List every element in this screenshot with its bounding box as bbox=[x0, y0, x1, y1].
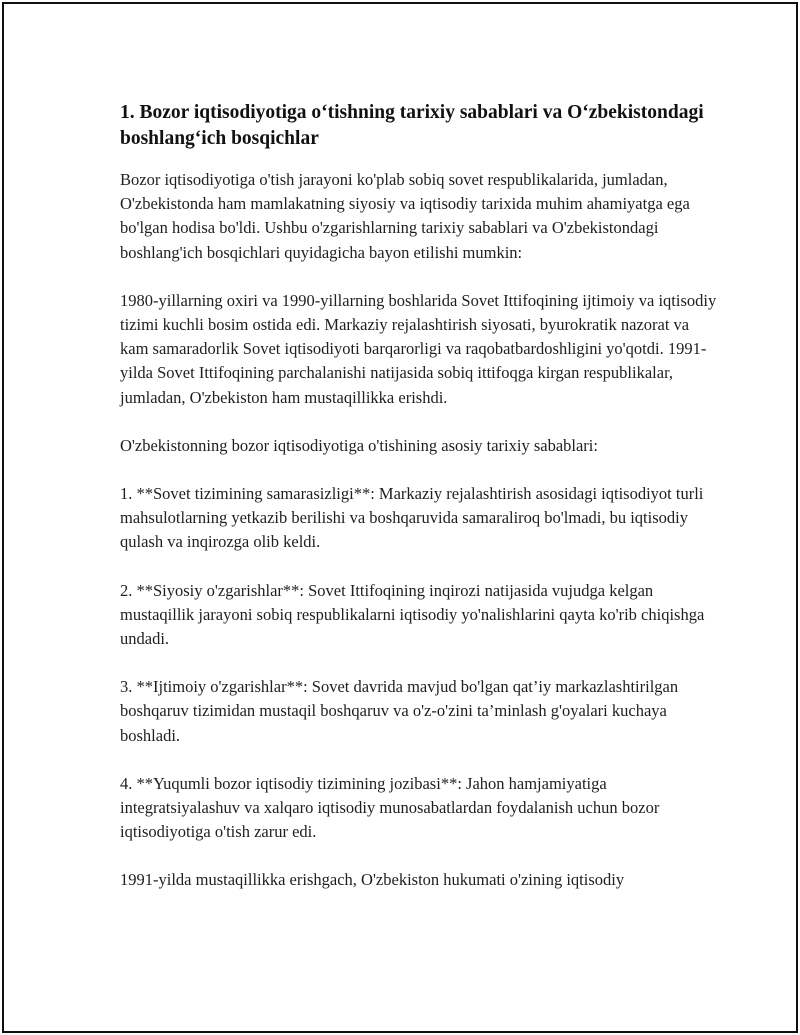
intro-paragraph: Bozor iqtisodiyotiga o'tish jarayoni ko'plab sobiq sovet respublikalarida, jumladan, O'zbekistonda ham mamlakatning siyosiy va iqtisodiy tarixida muhim ahamiyatga ega bo'lgan hodisa bo'ldi. Ushbu o'zgarishlarning tarixiy sabablari va O'zbekistondagi boshlang'ich bosqichlari quyidagicha bayon etilishi mumkin: bbox=[120, 170, 690, 262]
reasons-intro-paragraph: O'zbekistonning bozor iqtisodiyotiga o'tishining asosiy tarixiy sabablari: bbox=[120, 435, 598, 455]
document-content bbox=[120, 100, 720, 893]
reason-item-1: 1. **Sovet tizimining samarasizligi**: Markaziy rejalashtirish asosidagi iqtisodiyot turli mahsulotlarning yetkazib berilishi va boshqaruvida samaraliroq bo'lmadi, bu iqtisodiy qulash va inqirozga olib keldi. bbox=[120, 484, 704, 552]
reason-item-2: 2. **Siyosiy o'zgarishlar**: Sovet Ittifoqining inqirozi natijasida vujudga kelgan mustaqillik jarayoni sobiq respublikalarni iqtisodiy yo'nalishlarini qayta ko'rib chiqishga undadi. bbox=[120, 580, 705, 649]
closing-paragraph: 1991-yilda mustaqillikka erishgach, O'zbekiston hukumati o'zining iqtisodiy bbox=[120, 870, 625, 890]
history-paragraph: 1980-yillarning oxiri va 1990-yillarning boshlarida Sovet Ittifoqining ijtimoiy va iqtisodiy tizimi kuchli bosim ostida edi. Markaziy rejalashtirish siyosati, byurokratik nazorat va kam samaradorlik Sovet iqtisodiyoti barqarorligi va raqobatbardoshligini yo'qotdi. 1991-yilda Sovet Ittifoqining parchalanishi natijasida sobiq ittifoqga kirgan respublikalar, jumladan, O'zbekiston ham mustaqillikka erishdi. bbox=[120, 290, 717, 407]
reason-item-3: 3. **Ijtimoiy o'zgarishlar**: Sovet davrida mavjud bo'lgan qat’iy markazlashtirilgan boshqaruv tizimidan mustaqil boshqaruv va o'z-o'zini ta’minlash g'oyalari kuchaya boshladi. bbox=[120, 677, 679, 745]
reason-item-4: 4. **Yuqumli bozor iqtisodiy tizimining jozibasi**: Jahon hamjamiyatiga integratsiyalashuv va xalqaro iqtisodiy munosabatlardan foydalanish uchun bozor iqtisodiyotiga o'tish zarur edi. bbox=[120, 773, 660, 842]
section-heading: 1. Bozor iqtisodiyotiga o‘tishning tarixiy sabablari va O‘zbekistondagi boshlang‘ich bosqichlar bbox=[120, 102, 704, 149]
document-page bbox=[2, 2, 798, 1033]
